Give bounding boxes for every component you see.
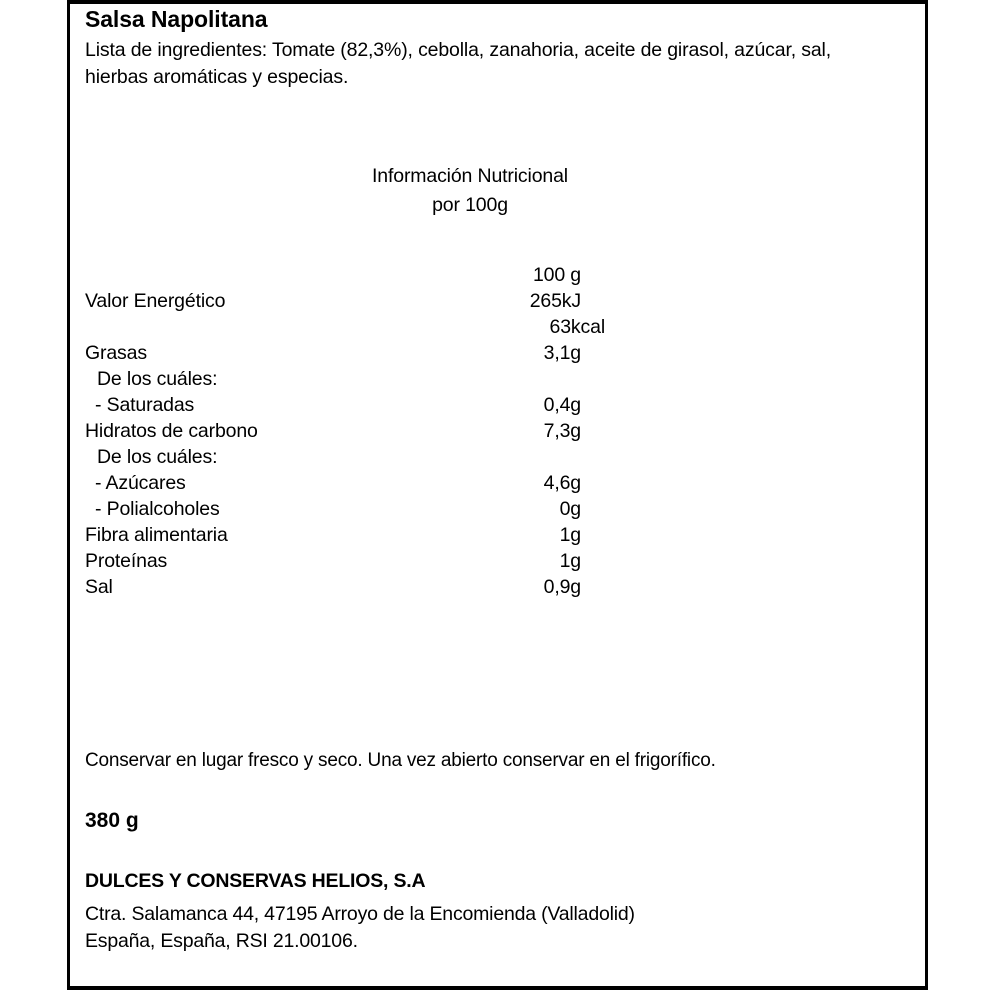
table-row (70, 418, 925, 444)
table-header-row (70, 262, 925, 288)
nutrition-label: De los cuáles: (97, 368, 218, 390)
nutrition-value: 265kJ (529, 290, 581, 312)
nutrition-value: 1g (559, 524, 581, 546)
table-row (70, 392, 925, 418)
manufacturer-address-line2: España, España, RSI 21.00106. (85, 930, 358, 952)
table-row (70, 548, 925, 574)
nutrition-value: 1g (559, 550, 581, 572)
nutrition-label: - Polialcoholes (95, 498, 220, 520)
nutrition-value: 0,9g (543, 576, 581, 598)
table-row (70, 444, 925, 470)
nutrition-value: 0g (559, 498, 581, 520)
nutrition-label-frame (67, 0, 928, 990)
net-weight: 380 g (85, 809, 139, 832)
nutrition-table (70, 262, 925, 600)
nutrition-column-header: 100 g (532, 264, 581, 286)
nutrition-label: Valor Energético (85, 290, 226, 312)
nutrition-label: Fibra alimentaria (85, 524, 228, 546)
ingredients-list: Lista de ingredientes: Tomate (82,3%), cebolla, zanahoria, aceite de girasol, azúcar, sal, hierbas aromáticas y especias. (85, 39, 832, 88)
nutrition-label: Hidratos de carbono (85, 420, 258, 442)
table-row (70, 314, 925, 340)
page-title: Salsa Napolitana (85, 6, 268, 32)
manufacturer-name: DULCES Y CONSERVAS HELIOS, S.A (85, 870, 426, 892)
nutrition-label: Grasas (85, 342, 147, 364)
nutrition-heading-line2: por 100g (432, 194, 508, 216)
nutrition-value: 4,6g (543, 472, 581, 494)
nutrition-value: 7,3g (543, 420, 581, 442)
storage-instructions: Conservar en lugar fresco y seco. Una vez abierto conservar en el frigorífico. (85, 750, 716, 771)
nutrition-heading (350, 162, 590, 220)
nutrition-value: 63kcal (549, 316, 605, 338)
nutrition-heading-line1: Información Nutricional (372, 165, 568, 187)
nutrition-label: De los cuáles: (97, 446, 218, 468)
table-row (70, 366, 925, 392)
nutrition-label: - Saturadas (95, 394, 195, 416)
table-row (70, 522, 925, 548)
nutrition-label: - Azúcares (95, 472, 186, 494)
table-row (70, 496, 925, 522)
nutrition-value: 0,4g (543, 394, 581, 416)
nutrition-label: Sal (85, 576, 113, 598)
manufacturer-address-line1: Ctra. Salamanca 44, 47195 Arroyo de la Encomienda (Valladolid) (85, 903, 635, 925)
table-row (70, 470, 925, 496)
manufacturer-address (85, 901, 635, 955)
nutrition-label: Proteínas (85, 550, 168, 572)
table-row (70, 288, 925, 314)
table-row (70, 574, 925, 600)
nutrition-value: 3,1g (543, 342, 581, 364)
table-row (70, 340, 925, 366)
